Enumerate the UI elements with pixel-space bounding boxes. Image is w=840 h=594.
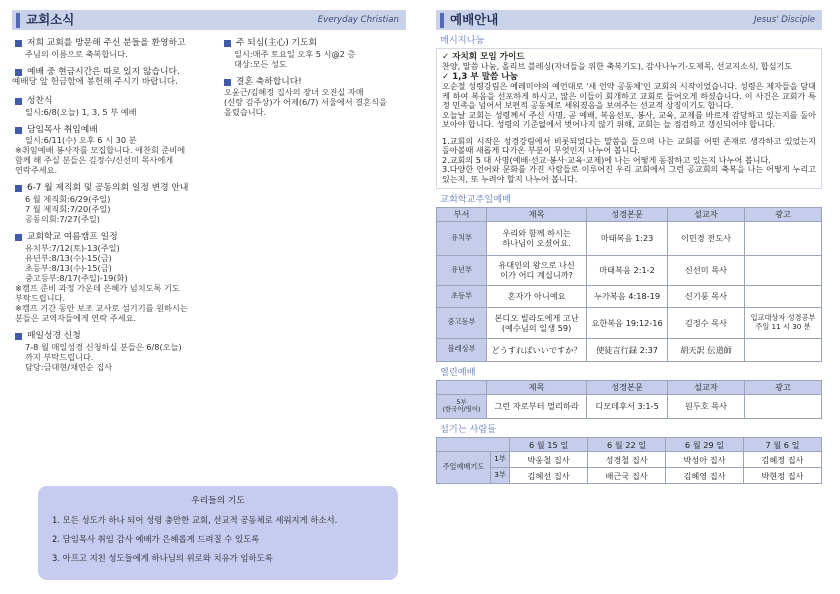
title-cell: 우리와 함께 하시는 하나님이 오셨어요. <box>487 221 587 255</box>
news-item <box>15 38 223 59</box>
news-tagline: Everyday Christian <box>317 14 399 25</box>
news-item <box>12 66 223 88</box>
server-name: 김혜선 집사 <box>510 468 588 484</box>
title-cell: どうすればいいですか？ <box>487 338 587 361</box>
date-header: 6 월 22 일 <box>588 438 666 452</box>
news-item-heading <box>15 96 223 107</box>
news-item-detail: 7-8 월 매일성경 신청하실 분들은 6/8(오늘) 까지 부탁드립니다. 담당:금대현/채연순 집사 <box>25 341 182 372</box>
news-item-title: 저희 교회를 방문해 주신 분들을 환영하고 <box>27 38 186 48</box>
message-question: 3.다양한 언어와 문화를 가진 사람들로 이루어진 우리 교회에서 그런 공교회의 축복을 나는 어떻게 누리고 있는지, 또 누려야 할지 나누어 봅니다. <box>442 164 816 184</box>
bullet-square-icon <box>15 333 22 340</box>
message-block1-title: ✓ 자치회 모임 가이드 <box>442 52 525 63</box>
message-block2-text: 오늘날 교회는 성령께서 주신 사명, 곧 예배, 복음선포, 봉사, 교육, 교제를 바르게 감당하고 있는지를 돌아보아야 합니다. 성령의 기준없에서 벗어나지 않기 위해, 교회는 늘 점검하고 갱신되어야 합니다. <box>442 109 816 130</box>
message-label: 메시지나눔 <box>440 35 485 46</box>
message-block2-title: ✓ 1,3 부 말씀 나눔 <box>442 71 518 82</box>
news-item-heading <box>15 183 223 194</box>
scripture-cell: 마태복음 1:23 <box>587 221 668 255</box>
news-header <box>12 10 406 30</box>
prayer-item: 1. 모든 성도가 하나 되어 성령 충만한 교회, 선교적 공동체로 세워지게 하소서. <box>52 514 338 525</box>
table-header: 설교자 <box>667 207 744 221</box>
news-item-title: 6-7 월 제직회 및 공동의회 일정 변경 안내 <box>27 183 189 194</box>
server-name: 박웅철 집사 <box>510 452 588 468</box>
scripture-cell: 요한복음 19:12-16 <box>587 307 668 338</box>
news-item-title: 매일성경 신청 <box>27 330 81 341</box>
news-item-title: 성찬식 <box>27 95 53 106</box>
prayer-item: 2. 담임목사 취임 감사 예배가 은혜롭게 드려질 수 있도록 <box>52 533 260 544</box>
prayer-title: 우리들의 기도 <box>191 496 245 506</box>
notice-cell <box>744 338 821 361</box>
open-label: 열린예배 <box>440 366 476 378</box>
worship-tagline: Jesus' Disciple <box>753 14 815 25</box>
news-item-title: 주 되심(主心) 기도회 <box>236 38 318 48</box>
dept-cell: 5부 (한국어/영어) <box>437 394 487 418</box>
news-item-heading <box>224 38 406 49</box>
news-item-heading <box>15 331 223 342</box>
table-row <box>437 452 822 468</box>
worship-column <box>436 10 822 586</box>
news-item-detail: 일시:6/11(수) 오후 6 시 30 분 <box>25 135 137 146</box>
news-item-heading <box>224 77 406 88</box>
notice-cell <box>744 394 821 418</box>
message-question: 2.교회의 5 대 사명(예배·선교·봉사·교육·교제)에 나는 어떻게 동참하고 있는지 나누어 봅니다. <box>442 154 771 165</box>
table-row <box>437 468 822 484</box>
table-header: 부서 <box>437 207 487 221</box>
bullet-square-icon <box>15 69 22 76</box>
notice-cell <box>744 285 821 307</box>
table-row <box>437 255 822 285</box>
group-cell: 주일예배기도 <box>437 452 491 484</box>
notice-cell: 입교대상자 성경공부 주일 11 시 30 분 <box>744 307 821 338</box>
preacher-cell: 김정수 목사 <box>667 307 744 338</box>
bullet-square-icon <box>224 79 231 86</box>
servers-table <box>436 437 822 484</box>
table-row <box>437 221 822 255</box>
news-item <box>224 38 406 69</box>
servers-label: 섬기는 사람들 <box>440 423 497 435</box>
header-accent-mark <box>440 13 444 28</box>
server-name: 배근국 집사 <box>588 468 666 484</box>
news-item-detail: 유치부:7/12(토)-13(주일) 유년부:8/13(수)-15(금) 초등부:8/13(수)-15(금) 중고등부:8/17(주일)-19(화) <box>25 242 128 283</box>
table-row <box>437 307 822 338</box>
table-header: 광고 <box>744 380 821 394</box>
title-cell: 유대인의 왕으로 나신 이가 어디 계십니까? <box>487 255 587 285</box>
dept-cell: 유년부 <box>437 255 487 285</box>
dept-cell: 유치부 <box>437 221 487 255</box>
scripture-cell: 마태복음 2:1-2 <box>587 255 668 285</box>
preacher-cell: 원두호 목사 <box>667 394 744 418</box>
news-column <box>12 10 406 586</box>
table-header: 광고 <box>744 207 821 221</box>
date-header: 7 월 6 일 <box>744 438 822 452</box>
table-row <box>437 338 822 361</box>
news-item-heading <box>15 67 223 78</box>
bullet-square-icon <box>15 98 22 105</box>
bullet-square-icon <box>15 127 22 134</box>
preacher-cell: 신기풍 목사 <box>667 285 744 307</box>
message-question: 1.교회의 시작은 성경강림에서 비롯되었다는 말씀을 들으며 나는 교회를 어떤 존재로 생각하고 있었는지 돌아볼때 새롭게 다가온 부분이 무엇인지 나누어 봅니다. <box>442 135 816 156</box>
news-item-heading <box>15 125 223 136</box>
dept-cell: 블레싱부 <box>437 338 487 361</box>
table-header: 설교자 <box>667 380 744 394</box>
preacher-cell: 신선미 목사 <box>667 255 744 285</box>
news-list-secondary <box>224 38 406 125</box>
title-cell: 혼자가 아니예요 <box>487 285 587 307</box>
news-item <box>15 96 223 117</box>
news-item-title: 교회학교 여름캠프 일정 <box>27 232 118 243</box>
header-accent-mark <box>16 13 20 28</box>
table-header: 성경본문 <box>587 380 668 394</box>
worship-title: 예배안내 <box>450 12 499 28</box>
scripture-cell: 使徒言行録 2:37 <box>587 338 668 361</box>
news-item-title: 담임목사 취임예배 <box>27 124 98 135</box>
service-cell: 3부 <box>490 468 509 484</box>
dept-cell: 중고등부 <box>437 307 487 338</box>
server-name: 김혜영 집사 <box>666 468 744 484</box>
notice-cell <box>744 221 821 255</box>
news-list-primary <box>12 38 223 380</box>
dept-cell: 초등부 <box>437 285 487 307</box>
table-row <box>437 394 822 418</box>
news-item <box>15 331 223 372</box>
news-item-detail: ※취임예배 봉사자를 모집합니다. 애찬회 준비에 함께 해 주실 분들은 김정수/신선미 목사에게 연락주세요. <box>15 145 186 176</box>
table-header <box>437 380 487 394</box>
prayer-item: 3. 아프고 지친 성도들에게 하나님의 위로와 치유가 임하도록 <box>52 553 273 564</box>
server-name: 박성아 집사 <box>666 452 744 468</box>
prayer-box <box>38 486 398 580</box>
news-item-title: 예배 중 현금시간은 따로 있지 않습니다. <box>27 66 180 77</box>
news-item <box>15 183 223 224</box>
server-name: 성경철 집사 <box>588 452 666 468</box>
news-item-heading <box>15 38 223 49</box>
notice-cell <box>744 255 821 285</box>
message-block1-text: 찬양, 말씀 나눔, 올리브 블레싱(자녀들을 위한 축복기도), 감사나누기-도제목, 선교지소식, 합심기도 <box>442 61 793 72</box>
news-item-detail: 6 월 제직회:6/29(주일) 7 월 제직회:7/20(주일) 공동의회:7/27(주일) <box>25 194 111 225</box>
news-item-detail: 오윤근/김혜정 집사의 장녀 오진실 자매 (신랑 김주상)가 어제(6/7) 서울에서 결혼식을 올렸습니다. <box>224 87 387 118</box>
news-item <box>15 232 223 323</box>
title-cell: 본디오 빌라도에게 고난 (예수님의 일생 59) <box>487 307 587 338</box>
message-box <box>436 48 822 188</box>
open-table <box>436 380 822 419</box>
date-header: 6 월 15 일 <box>510 438 588 452</box>
scripture-cell: 누가복음 4:18-19 <box>587 285 668 307</box>
table-header: 성경본문 <box>587 207 668 221</box>
news-item <box>15 125 223 176</box>
news-item-title: 결혼 축하합니다! <box>236 76 302 87</box>
scripture-cell: 디모데후서 3:1-5 <box>587 394 668 418</box>
bullet-square-icon <box>15 185 22 192</box>
news-title: 교회소식 <box>26 12 75 28</box>
date-header: 6 월 29 일 <box>666 438 744 452</box>
message-block2-text: 오순절 성령강림은 예레미야의 예언대로 '새 언약 공동체'인 교회의 시작이었습니다. 성령은 제자들을 담대케 하여 복음을 선포하게 하시고, 많은 이들이 회개하고 교회로 들어오게 하셨습니다. 이 사건은 교회가 특정 민족을 넘어서 보편적 공동체로 세워졌음을 보여주는 선교적 상징이기도 합니다. <box>442 81 816 111</box>
preacher-cell: 이민경 전도사 <box>667 221 744 255</box>
title-cell: 그런 자로부터 멀리하라 <box>487 394 587 418</box>
preacher-cell: 胡天訳 伝道師 <box>667 338 744 361</box>
news-item-detail: 예배당 앞 헌금함에 봉헌해 주시기 바랍니다. <box>12 77 178 88</box>
bullet-square-icon <box>15 234 22 241</box>
school-table <box>436 207 822 362</box>
table-header: 제목 <box>487 207 587 221</box>
news-item-detail: 주님의 이름으로 축복합니다. <box>25 48 128 59</box>
worship-header <box>436 10 822 30</box>
table-header-blank <box>437 438 510 452</box>
table-row <box>437 285 822 307</box>
bullet-square-icon <box>224 40 231 47</box>
school-label: 교회학교주일예배 <box>440 193 512 205</box>
news-item-detail: 일시:매주 토요일 오후 5 시@2 층 대상:모든 성도 <box>234 48 356 69</box>
server-name: 김혜정 집사 <box>744 452 822 468</box>
server-name: 박현정 집사 <box>744 468 822 484</box>
service-cell: 1부 <box>490 452 509 468</box>
news-item-detail: 일시:6/8(오늘) 1, 3, 5 부 예배 <box>25 106 137 117</box>
table-header: 제목 <box>487 380 587 394</box>
news-item-heading <box>15 232 223 243</box>
news-item <box>224 77 406 118</box>
news-item-detail: ※캠프 준비 과정 가운데 은혜가 넘치도록 기도 부탁드립니다. ※캠프 기간 동안 보조 교사로 섬기기를 원하시는 분들은 교역자들에게 연락 주세요. <box>15 282 188 323</box>
bullet-square-icon <box>15 40 22 47</box>
